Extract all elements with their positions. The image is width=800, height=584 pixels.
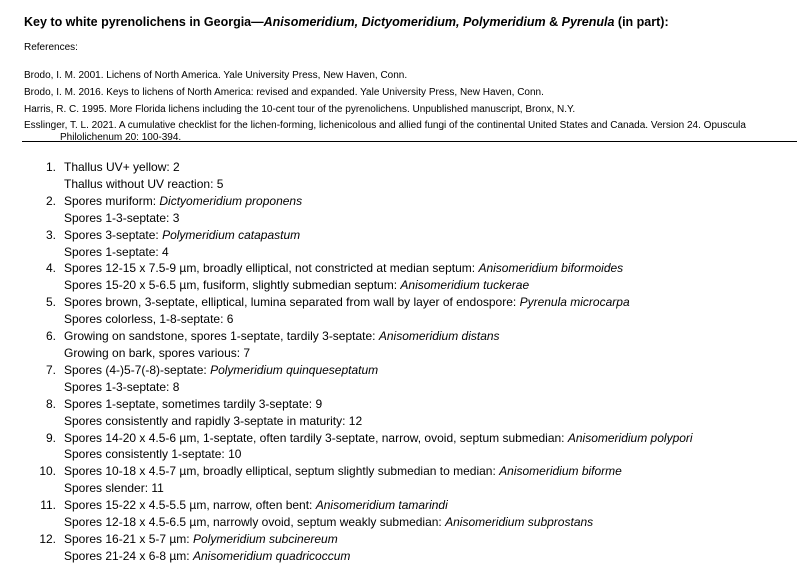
key-lead-a bbox=[26, 396, 693, 413]
key-lead-b bbox=[26, 311, 693, 328]
couplet-number: 8. bbox=[45, 396, 56, 411]
key-couplet bbox=[26, 159, 693, 193]
key-lead-b bbox=[26, 244, 693, 261]
key-couplet bbox=[26, 396, 693, 430]
taxon-name: Anisomeridium biformoides bbox=[478, 261, 624, 276]
key-lead-a bbox=[26, 328, 693, 345]
taxon-name: Polymeridium catapastum bbox=[162, 227, 301, 242]
key-couplet bbox=[26, 260, 693, 294]
key-lead-a bbox=[26, 227, 693, 244]
title-last-taxon: Pyrenula bbox=[561, 15, 615, 29]
lead-text: Spores brown, 3-septate, elliptical, lumina separated from wall by layer of endospore: bbox=[64, 295, 520, 310]
reference-item: Esslinger, T. L. 2021. A cumulative checklist for the lichen-forming, lichenicolous and allied fungi of the continental United States and Canada. Version 24. Opuscula Philolichenum 20: 100-394. bbox=[24, 120, 746, 143]
reference-item: Brodo, I. M. 2001. Lichens of North America. Yale University Press, New Haven, Conn. bbox=[24, 70, 408, 81]
references-list bbox=[24, 67, 784, 143]
reference-item: Harris, R. C. 1995. More Florida lichens including the 10-cent tour of the pyrenolichens. Unpublished manuscript, Bronx, N.Y. bbox=[24, 104, 576, 115]
key-lead-b bbox=[26, 379, 693, 396]
document-title bbox=[24, 15, 669, 29]
lead-text: Spores 12-15 x 7.5-9 µm, broadly elliptical, not constricted at median septum: bbox=[64, 261, 479, 276]
couplet-number: 5. bbox=[45, 295, 56, 310]
lead-text: Spores colorless, 1-8-septate: 6 bbox=[64, 312, 234, 327]
key-lead-b bbox=[26, 345, 693, 362]
taxon-name: Anisomeridium tuckerae bbox=[400, 278, 530, 293]
key-couplet bbox=[26, 294, 693, 328]
lead-text: Thallus without UV reaction: 5 bbox=[64, 176, 224, 191]
key-lead-a bbox=[26, 531, 693, 548]
key-couplet bbox=[26, 497, 693, 531]
taxon-name: Anisomeridium tamarindi bbox=[315, 498, 448, 513]
key-lead-a bbox=[26, 294, 693, 311]
lead-text: Spores consistently 1-septate: 10 bbox=[64, 447, 242, 462]
couplet-number: 4. bbox=[45, 261, 56, 276]
taxon-name: Polymeridium subcinereum bbox=[192, 531, 338, 546]
title-taxa: Anisomeridium, Dictyomeridium, Polymeridium bbox=[263, 15, 546, 29]
key-lead-b bbox=[26, 413, 693, 430]
lead-text: Spores 1-septate, sometimes tardily 3-septate: 9 bbox=[64, 396, 323, 411]
lead-text: Spores 16-21 x 5-7 µm: bbox=[64, 531, 193, 546]
key-lead-a bbox=[26, 430, 693, 447]
lead-text: Spores muriform: bbox=[64, 193, 160, 208]
key-lead-a bbox=[26, 159, 693, 176]
references-label: References: bbox=[24, 42, 78, 53]
key-lead-a bbox=[26, 463, 693, 480]
key-lead-b bbox=[26, 277, 693, 294]
key-lead-b bbox=[26, 210, 693, 227]
lead-text: Spores (4-)5-7(-8)-septate: bbox=[64, 362, 211, 377]
lead-text: Spores 1-3-septate: 8 bbox=[64, 379, 180, 394]
lead-text: Spores 15-22 x 4.5-5.5 µm, narrow, often bent: bbox=[64, 498, 316, 513]
lead-text: Spores 15-20 x 5-6.5 µm, fusiform, slightly submedian septum: bbox=[64, 278, 401, 293]
lead-text: Growing on bark, spores various: 7 bbox=[64, 345, 251, 360]
key-couplet bbox=[26, 227, 693, 261]
dichotomous-key bbox=[26, 159, 693, 565]
reference-item: Brodo, I. M. 2016. Keys to lichens of North America: revised and expanded. Yale University Press, New Haven, Conn. bbox=[24, 87, 544, 98]
lead-text: Spores consistently and rapidly 3-septate in maturity: 12 bbox=[64, 413, 363, 428]
lead-text: Thallus UV+ yellow: 2 bbox=[64, 160, 180, 174]
key-lead-a bbox=[26, 497, 693, 514]
key-couplet bbox=[26, 531, 693, 565]
lead-text: Spores 1-septate: 4 bbox=[64, 244, 169, 259]
lead-text: Spores 10-18 x 4.5-7 µm, broadly elliptical, septum slightly submedian to median: bbox=[64, 464, 500, 479]
taxon-name: Dictyomeridium proponens bbox=[159, 193, 303, 208]
couplet-number: 3. bbox=[45, 227, 56, 242]
lead-text: Spores 14-20 x 4.5-6 µm, 1-septate, often tardily 3-septate, narrow, ovoid, septum submedian: bbox=[64, 430, 568, 445]
key-couplet bbox=[26, 362, 693, 396]
lead-text: Spores 12-18 x 4.5-6.5 µm, narrowly ovoid, septum weakly submedian: bbox=[64, 515, 446, 530]
key-lead-b bbox=[26, 514, 693, 531]
couplet-number: 2. bbox=[45, 193, 56, 208]
couplet-number: 12. bbox=[39, 531, 56, 546]
key-couplet bbox=[26, 193, 693, 227]
lead-text: Spores 3-septate: bbox=[64, 227, 163, 242]
lead-text: Spores 1-3-septate: 3 bbox=[64, 210, 180, 225]
section-divider bbox=[22, 141, 797, 142]
key-lead-b bbox=[26, 446, 693, 463]
key-lead-b bbox=[26, 480, 693, 497]
taxon-name: Anisomeridium distans bbox=[378, 329, 500, 344]
key-couplet bbox=[26, 430, 693, 464]
lead-text: Growing on sandstone, spores 1-septate, tardily 3-septate: bbox=[64, 329, 379, 344]
key-lead-a bbox=[26, 362, 693, 379]
key-couplet bbox=[26, 328, 693, 362]
title-prefix: Key to white pyrenolichens in Georgia— bbox=[24, 15, 264, 29]
key-lead-b bbox=[26, 548, 693, 565]
couplet-number: 10. bbox=[39, 464, 56, 479]
taxon-name: Anisomeridium subprostans bbox=[445, 515, 594, 530]
lead-text: Spores 21-24 x 6-8 µm: bbox=[64, 548, 193, 563]
taxon-name: Anisomeridium polypori bbox=[567, 430, 693, 445]
taxon-name: Pyrenula microcarpa bbox=[519, 295, 630, 310]
taxon-name: Anisomeridium biforme bbox=[499, 464, 622, 479]
taxon-name: Polymeridium quinqueseptatum bbox=[210, 362, 379, 377]
key-lead-a bbox=[26, 260, 693, 277]
couplet-number: 7. bbox=[45, 362, 56, 377]
couplet-number: 9. bbox=[45, 430, 56, 445]
taxon-name: Anisomeridium quadricoccum bbox=[192, 548, 351, 563]
key-lead-a bbox=[26, 193, 693, 210]
key-lead-b bbox=[26, 176, 693, 193]
couplet-number: 11. bbox=[40, 498, 56, 513]
title-suffix: (in part): bbox=[614, 15, 669, 29]
title-and: & bbox=[545, 15, 562, 29]
couplet-number: 1. bbox=[45, 160, 56, 174]
couplet-number: 6. bbox=[45, 329, 56, 344]
lead-text: Spores slender: 11 bbox=[64, 481, 164, 496]
key-couplet bbox=[26, 463, 693, 497]
